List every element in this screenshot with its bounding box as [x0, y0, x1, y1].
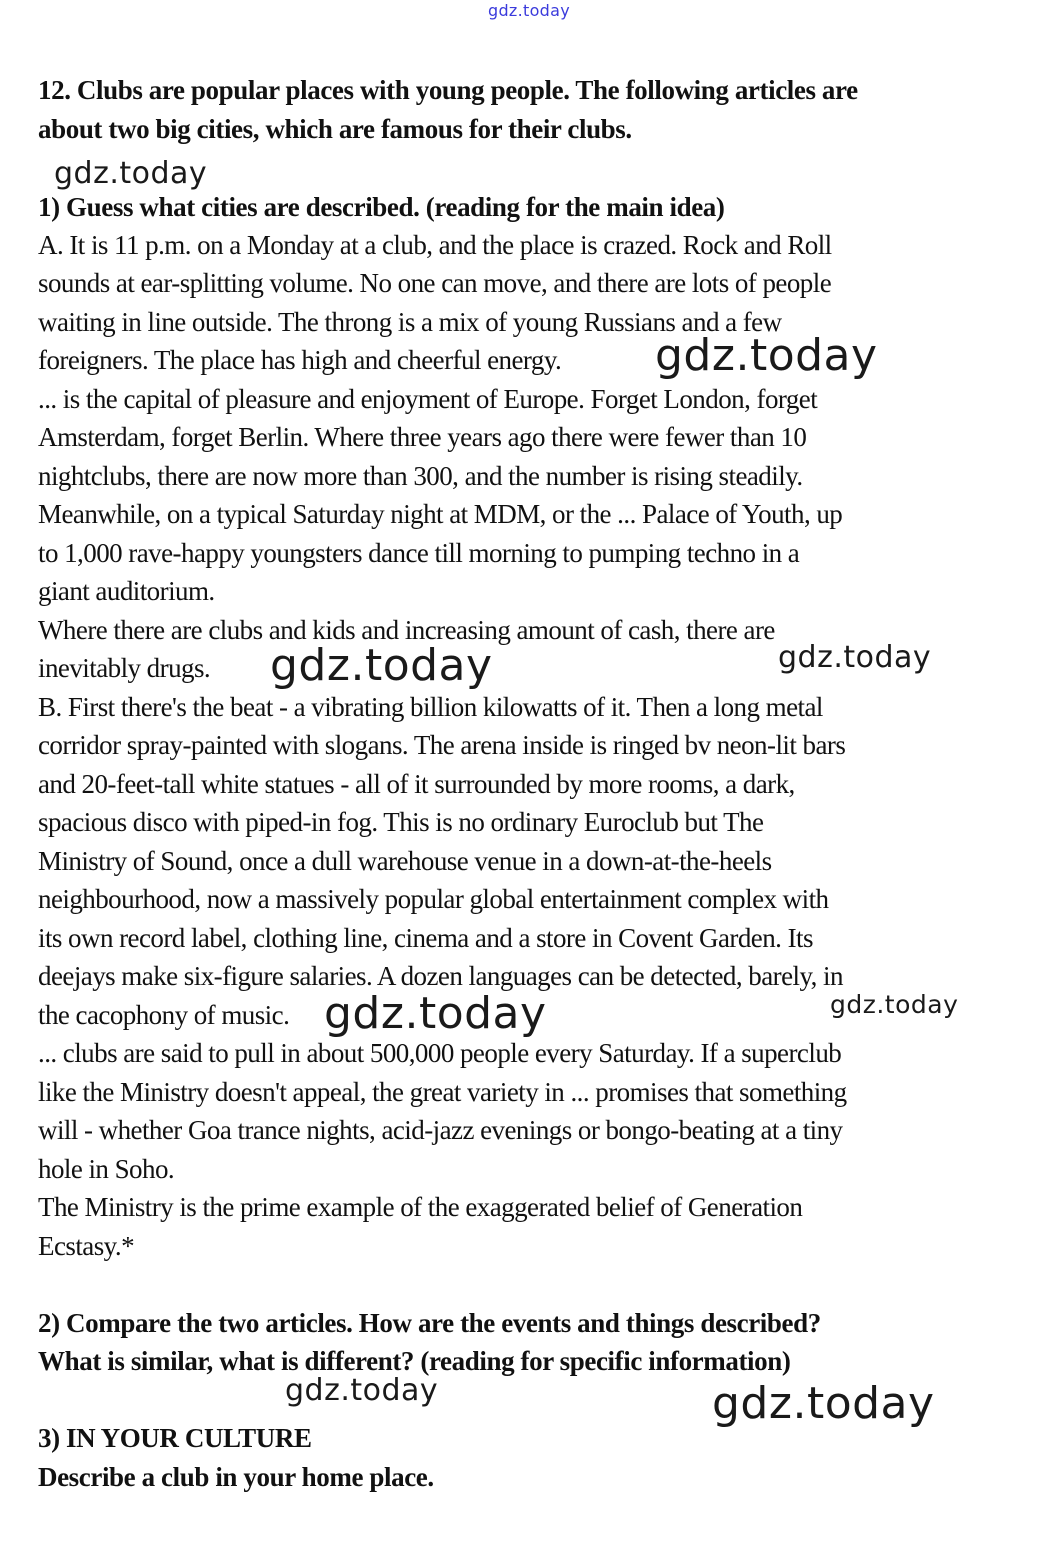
- article-b-line: the cacophony of music.: [38, 1000, 290, 1030]
- part3-heading: 3) IN YOUR CULTURE: [38, 1423, 312, 1453]
- article-b-line: Ecstasy.*: [38, 1231, 135, 1261]
- article-a-line: A. It is 11 p.m. on a Monday at a club, and the place is crazed. Rock and Roll: [38, 230, 832, 260]
- watermark: gdz.today: [270, 640, 493, 691]
- watermark: gdz.today: [778, 640, 932, 675]
- article-a-line: waiting in line outside. The throng is a mix of young Russians and a few: [38, 307, 782, 337]
- part3-prompt: Describe a club in your home place.: [38, 1462, 434, 1492]
- article-b-line: B. First there's the beat - a vibrating billion kilowatts of it. Then a long metal: [38, 692, 823, 722]
- watermark: gdz.today: [830, 990, 959, 1019]
- article-a-line: nightclubs, there are now more than 300, and the number is rising steadily.: [38, 461, 803, 491]
- article-a-line: inevitably drugs.: [38, 653, 211, 683]
- article-b-line: spacious disco with piped-in fog. This is no ordinary Euroclub but The: [38, 807, 764, 837]
- article-b-line: and 20-feet-tall white statues - all of it surrounded by more rooms, a dark,: [38, 769, 795, 799]
- article-b-line: hole in Soho.: [38, 1154, 175, 1184]
- article-a-line: giant auditorium.: [38, 576, 215, 606]
- article-a-line: Where there are clubs and kids and increasing amount of cash, there are: [38, 615, 775, 645]
- article-a-line: sounds at ear-splitting volume. No one can move, and there are lots of people: [38, 268, 832, 298]
- article-a-line: ... is the capital of pleasure and enjoyment of Europe. Forget London, forget: [38, 384, 818, 414]
- article-b-line: will - whether Goa trance nights, acid-jazz evenings or bongo-beating at a tiny: [38, 1115, 843, 1145]
- article-a-line: to 1,000 rave-happy youngsters dance till morning to pumping techno in a: [38, 538, 800, 568]
- article-b-line: Ministry of Sound, once a dull warehouse venue in a down-at-the-heels: [38, 846, 772, 876]
- article-a-line: Meanwhile, on a typical Saturday night at MDM, or the ... Palace of Youth, up: [38, 499, 843, 529]
- watermark: gdz.today: [655, 330, 878, 381]
- part2-heading-line-1: 2) Compare the two articles. How are the events and things described?: [38, 1308, 821, 1338]
- watermark: gdz.today: [712, 1378, 935, 1429]
- article-b-line: like the Ministry doesn't appeal, the great variety in ... promises that something: [38, 1077, 847, 1107]
- task-intro-line-2: about two big cities, which are famous for their clubs.: [38, 114, 632, 144]
- part1-heading: 1) Guess what cities are described. (reading for the main idea): [38, 192, 725, 222]
- article-b-line: deejays make six-figure salaries. A dozen languages can be detected, barely, in: [38, 961, 843, 991]
- article-b-line: neighbourhood, now a massively popular global entertainment complex with: [38, 884, 829, 914]
- article-b-line: corridor spray-painted with slogans. The arena inside is ringed bv neon-lit bars: [38, 730, 846, 760]
- watermark: gdz.today: [324, 988, 547, 1039]
- article-b-line: ... clubs are said to pull in about 500,000 people every Saturday. If a superclub: [38, 1038, 842, 1068]
- task-intro-line-1: 12. Clubs are popular places with young people. The following articles are: [38, 75, 858, 105]
- watermark-top: gdz.today: [488, 1, 570, 20]
- article-a-line: Amsterdam, forget Berlin. Where three years ago there were fewer than 10: [38, 422, 807, 452]
- article-b-line: The Ministry is the prime example of the exaggerated belief of Generation: [38, 1192, 803, 1222]
- part2-heading-line-2: What is similar, what is different? (reading for specific information): [38, 1346, 791, 1376]
- watermark: gdz.today: [54, 156, 208, 191]
- article-a-line: foreigners. The place has high and cheerful energy.: [38, 345, 562, 375]
- watermark: gdz.today: [285, 1373, 439, 1408]
- article-b-line: its own record label, clothing line, cinema and a store in Covent Garden. Its: [38, 923, 813, 953]
